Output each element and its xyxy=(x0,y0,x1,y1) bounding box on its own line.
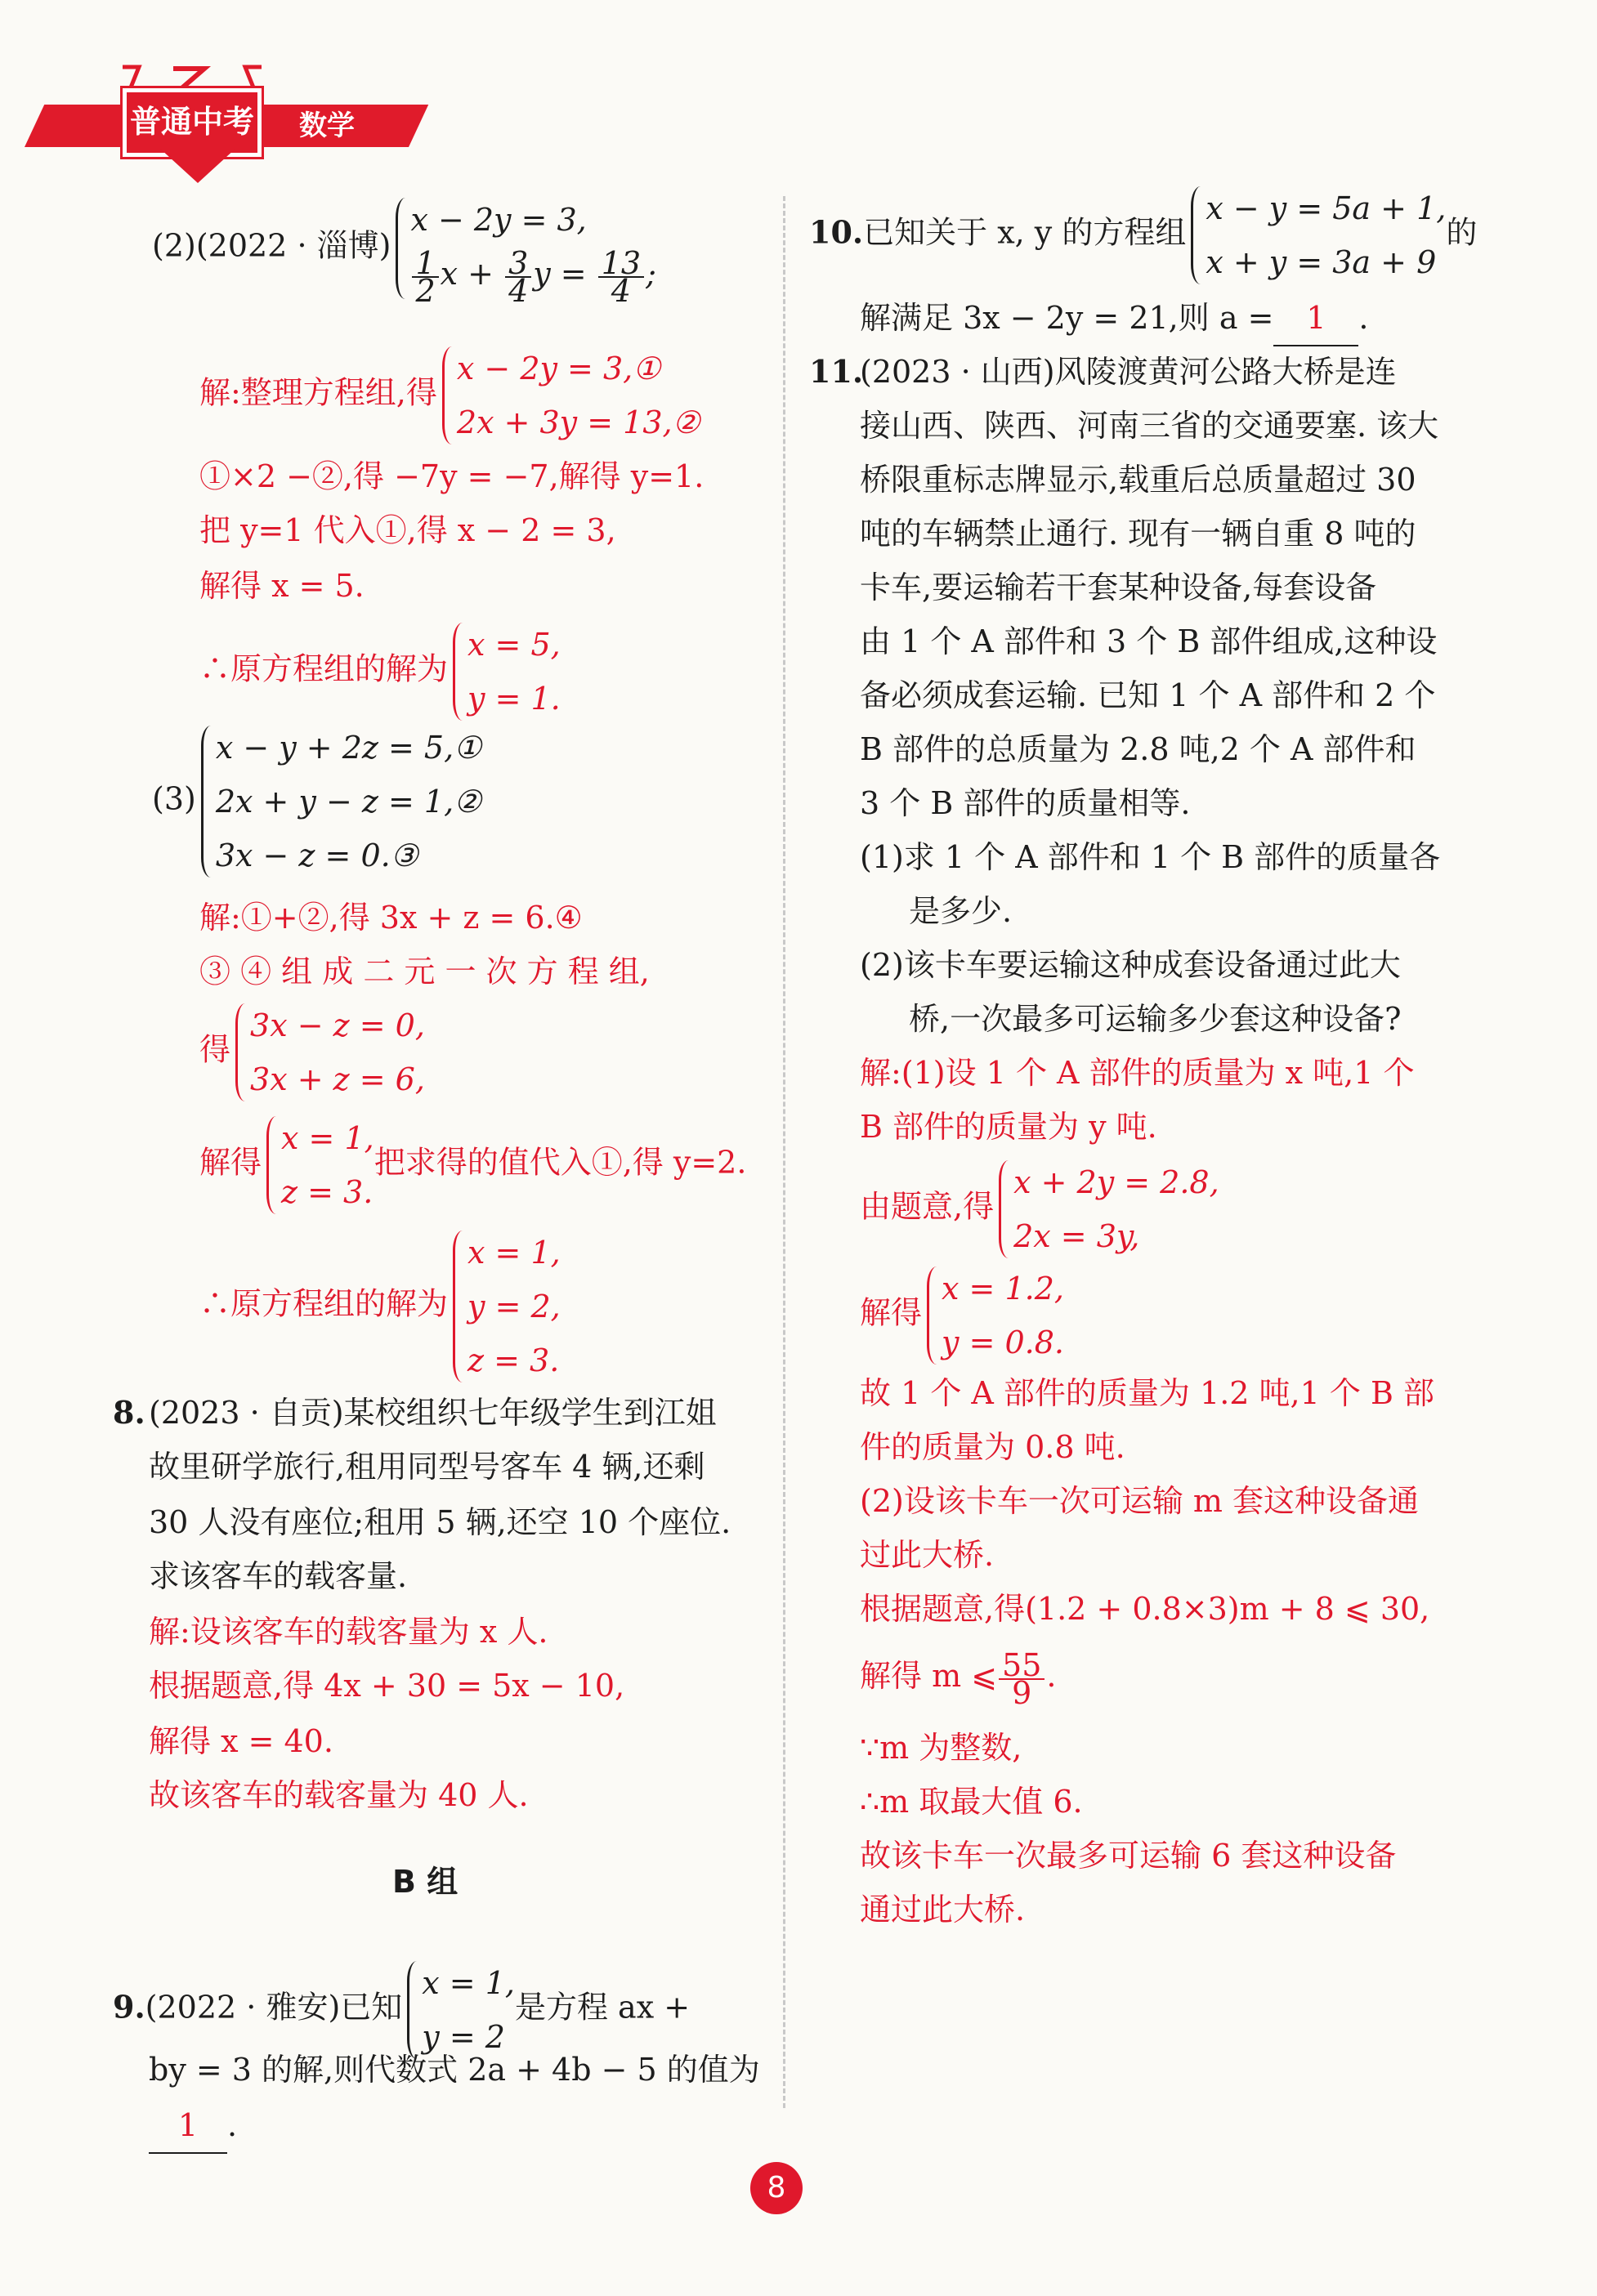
q11-text: 桥限重标志牌显示,载重后总质量超过 30 xyxy=(860,462,1416,498)
q11-solution: 故该卡车一次最多可运输 6 套这种设备 xyxy=(860,1838,1397,1874)
q8-text: (2023 · 自贡)某校组织七年级学生到江姐 xyxy=(149,1395,717,1431)
q2-solution-intro: 解:整理方程组,得 x − 2y = 3,① 2x + 3y = 13,② xyxy=(199,342,700,449)
q11-part1: 是多少. xyxy=(909,893,1013,929)
q11-solution: 故 1 个 A 部件的质量为 1.2 吨,1 个 B 部 xyxy=(860,1375,1434,1411)
q9-problem: 9.(2022 · 雅安)已知 x = 1, y = 2 是方程 ax + xyxy=(113,1956,690,2064)
subject-label: 数学 xyxy=(299,109,355,142)
q11-text: 由 1 个 A 部件和 3 个 B 部件组成,这种设 xyxy=(860,623,1438,659)
q8-solution: 解得 x = 40. xyxy=(149,1723,333,1759)
q11-solution: B 部件的质量为 y 吨. xyxy=(860,1109,1157,1145)
q11-part2: 桥,一次最多可运输多少套这种设备? xyxy=(909,1001,1402,1037)
fraction: $\frac{3}{4}$ xyxy=(505,250,531,304)
q2-solution-step: 解得 x = 5. xyxy=(199,568,365,604)
q10-problem: 10.已知关于 x, y 的方程组 x − y = 5a + 1, x + y = 3a + 9 的 xyxy=(809,181,1477,289)
q10-text: 解满足 3x − 2y = 21,则 a = 1 . xyxy=(860,291,1369,346)
fraction: $\frac{55}{9}$ xyxy=(999,1652,1045,1706)
q9-answer-line: 1 . xyxy=(149,2098,237,2154)
q2-problem: (2)(2022 · 淄博) x − 2y = 3, $\frac{1}{2}$ x + $\frac{3}{4}$ y = $\frac{13}{4}$ ; xyxy=(152,193,656,304)
q11-solution: 根据题意,得(1.2 + 0.8×3)m + 8 ⩽ 30, xyxy=(860,1591,1430,1627)
fraction: $\frac{13}{4}$ xyxy=(598,250,644,304)
q3-problem: (3) x − y + 2z = 5,① 2x + y − z = 1,② 3x − z = 0.③ xyxy=(152,721,481,882)
q8-number: 8. xyxy=(113,1394,145,1431)
q11-text: 接山西、陕西、河南三省的交通要塞. 该大 xyxy=(860,408,1439,444)
q11-solution: ∵m 为整数, xyxy=(860,1730,1022,1766)
q8-solution: 故该客车的载客量为 40 人. xyxy=(149,1777,529,1813)
page-number-badge: 8 xyxy=(750,2162,803,2214)
column-divider xyxy=(783,196,785,2108)
q2-system: x − 2y = 3, $\frac{1}{2}$ x + $\frac{3}{4}$ y = $\frac{13}{4}$ ; xyxy=(391,193,655,304)
q8-text: 30 人没有座位;租用 5 辆,还空 10 个座位. xyxy=(149,1504,731,1540)
q2-solution-step: 把 y=1 代入①,得 x − 2 = 3, xyxy=(199,512,616,548)
q3-solution-system: 得 3x − z = 0, 3x + z = 6, xyxy=(199,998,425,1106)
q11-text: 3 个 B 部件的质量相等. xyxy=(860,785,1191,821)
q11-solution: 过此大桥. xyxy=(860,1537,995,1573)
q11-text: (2023 · 山西)风陵渡黄河公路大桥是连 xyxy=(860,354,1397,390)
q11-part1: (1)求 1 个 A 部件和 1 个 B 部件的质量各 xyxy=(860,839,1441,875)
q11-solution: (2)设该卡车一次可运输 m 套这种设备通 xyxy=(860,1483,1420,1519)
q11-solution: 通过此大桥. xyxy=(860,1892,1026,1927)
answer-blank: 1 xyxy=(149,2098,227,2154)
q3-system: x − y + 2z = 5,① 2x + y − z = 1,② 3x − z = 0.③ xyxy=(196,721,481,882)
q11-solution: ∴m 取最大值 6. xyxy=(860,1784,1083,1820)
q9-text: by = 3 的解,则代数式 2a + 4b − 5 的值为 xyxy=(149,2052,760,2088)
logo-chevron-icon xyxy=(160,149,235,183)
q3-solution-step: ③ ④ 组 成 二 元 一 次 方 程 组, xyxy=(199,954,650,989)
q11-text: 卡车,要运输若干套某种设备,每套设备 xyxy=(860,570,1377,605)
q3-solution-result: 解得 x = 1, z = 3. 把求得的值代入①,得 y=2. xyxy=(199,1111,746,1219)
q11-text: 吨的车辆禁止通行. 现有一辆自重 8 吨的 xyxy=(860,516,1416,552)
q8-solution: 解:设该客车的载客量为 x 人. xyxy=(149,1614,548,1650)
q11-text: B 部件的总质量为 2.8 吨,2 个 A 部件和 xyxy=(860,731,1416,767)
q11-solution: 件的质量为 0.8 吨. xyxy=(860,1429,1125,1465)
q11-text: 备必须成套运输. 已知 1 个 A 部件和 2 个 xyxy=(860,677,1436,713)
q3-solution-conclusion: ∴原方程组的解为 x = 1, y = 2, z = 3. xyxy=(199,1226,561,1387)
q2-solution-conclusion: ∴原方程组的解为 x = 5, y = 1. xyxy=(199,618,561,726)
q11-solution: 解:(1)设 1 个 A 部件的质量为 x 吨,1 个 xyxy=(860,1055,1415,1091)
logo-text: 普通中考 xyxy=(129,104,254,140)
q3-solution-step: 解:①+②,得 3x + z = 6.④ xyxy=(199,900,583,936)
q11-solution-system: 由题意,得 x + 2y = 2.8, 2x = 3y, xyxy=(860,1155,1219,1263)
fraction: $\frac{1}{2}$ xyxy=(412,250,438,304)
q8-text: 故里研学旅行,租用同型号客车 4 辆,还剩 xyxy=(149,1449,705,1485)
q11-number: 11. xyxy=(809,353,864,390)
q8-solution: 根据题意,得 4x + 30 = 5x − 10, xyxy=(149,1668,625,1704)
q8-text: 求该客车的载客量. xyxy=(149,1558,408,1594)
q2-solution-step: ①×2 −②,得 −7y = −7,解得 y=1. xyxy=(199,458,705,494)
answer-blank: 1 xyxy=(1273,291,1358,346)
q11-solution-result: 解得 x = 1.2, y = 0.8. xyxy=(860,1262,1064,1369)
q11-solution-inequality: 解得 m ⩽ $\frac{55}{9}$ . xyxy=(860,1646,1057,1711)
group-heading: B 组 xyxy=(392,1864,459,1900)
q11-part2: (2)该卡车要运输这种成套设备通过此大 xyxy=(860,947,1401,983)
